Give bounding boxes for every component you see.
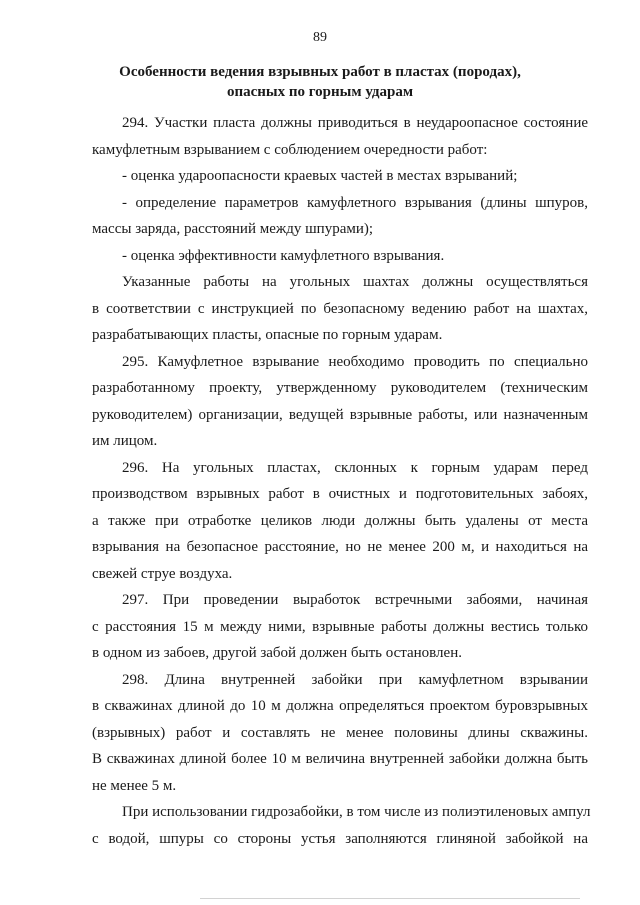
- paragraph-line: не менее 5 м.: [92, 777, 177, 794]
- paragraph-line: массы заряда, расстояний между шпурами);: [92, 221, 374, 237]
- paragraph-line: с водой, шпуры со стороны устья заполняются глиняной забойкой на: [92, 830, 588, 847]
- paragraph: [92, 110, 588, 163]
- paragraph-line: 296. На угольных пластах, склонных к горным ударам перед: [122, 459, 588, 476]
- paragraph: [92, 190, 588, 243]
- paragraph-line: разработанному проекту, утвержденному руководителем (техническим: [92, 380, 588, 396]
- page-edge-rule: [200, 898, 580, 899]
- paragraph-line: 297. При проведении выработок встречными забоями, начиная: [122, 592, 588, 608]
- paragraph: [92, 799, 591, 852]
- document-body: [92, 110, 591, 852]
- paragraph-line: в одном из забоев, другой забой должен быть остановлен.: [92, 645, 462, 661]
- paragraph-line: 294. Участки пласта должны приводиться в неудароопасное состояние: [122, 115, 588, 131]
- paragraph-line: - оценка эффективности камуфлетного взрывания.: [122, 247, 445, 264]
- paragraph-line: в соответствии с инструкцией по безопасному ведению работ на шахтах,: [92, 300, 588, 317]
- paragraph-line: - оценка удароопасности краевых частей в местах взрываний;: [122, 168, 518, 184]
- paragraph: [92, 349, 588, 455]
- paragraph-line: В скважинах длиной более 10 м величина внутренней забойки должна быть: [92, 751, 588, 767]
- paragraph: [92, 455, 588, 588]
- paragraph-line: разрабатывающих пласты, опасные по горным ударам.: [92, 327, 443, 343]
- paragraph-line: им лицом.: [92, 433, 158, 449]
- paragraph-line: производством взрывных работ в очистных и подготовительных забоях,: [92, 486, 588, 502]
- paragraph-line: свежей струе воздуха.: [92, 565, 233, 582]
- paragraph-line: При использовании гидрозабойки, в том числе из полиэтиленовых ампул: [122, 804, 591, 820]
- page-number: 89: [313, 30, 327, 45]
- section-title-line-1: Особенности ведения взрывных работ в пластах (породах),: [119, 64, 521, 80]
- paragraph-line: (взрывных) работ и составлять не менее половины длины скважины.: [92, 724, 588, 741]
- paragraph-line: в скважинах длиной до 10 м должна определяться проектом буровзрывных: [92, 698, 588, 714]
- paragraph-line: взрывания на безопасное расстояние, но не менее 200 м, и находиться на: [92, 539, 588, 555]
- section-title-line-2: опасных по горным ударам: [226, 84, 414, 100]
- paragraph: [92, 163, 588, 190]
- paragraph: [92, 667, 588, 800]
- paragraph-line: руководителем) организации, ведущей взрывные работы, или назначенным: [92, 406, 588, 423]
- paragraph-line: Указанные работы на угольных шахтах должны осуществляться: [122, 274, 588, 290]
- section-title: [80, 62, 560, 102]
- paragraph-line: а также при отработке целиков люди должны быть удалены от места: [92, 512, 588, 529]
- paragraph: [92, 243, 588, 270]
- paragraph-line: 298. Длина внутренней забойки при камуфлетном взрывании: [122, 671, 588, 688]
- paragraph: [92, 269, 588, 349]
- paragraph-line: 295. Камуфлетное взрывание необходимо проводить по специально: [122, 353, 588, 370]
- paragraph-line: камуфлетным взрыванием с соблюдением очередности работ:: [92, 141, 488, 158]
- paragraph: [92, 587, 588, 667]
- paragraph-line: с расстояния 15 м между ними, взрывные работы должны вестись только: [92, 618, 588, 635]
- paragraph-line: - определение параметров камуфлетного взрывания (длины шпуров,: [122, 194, 588, 211]
